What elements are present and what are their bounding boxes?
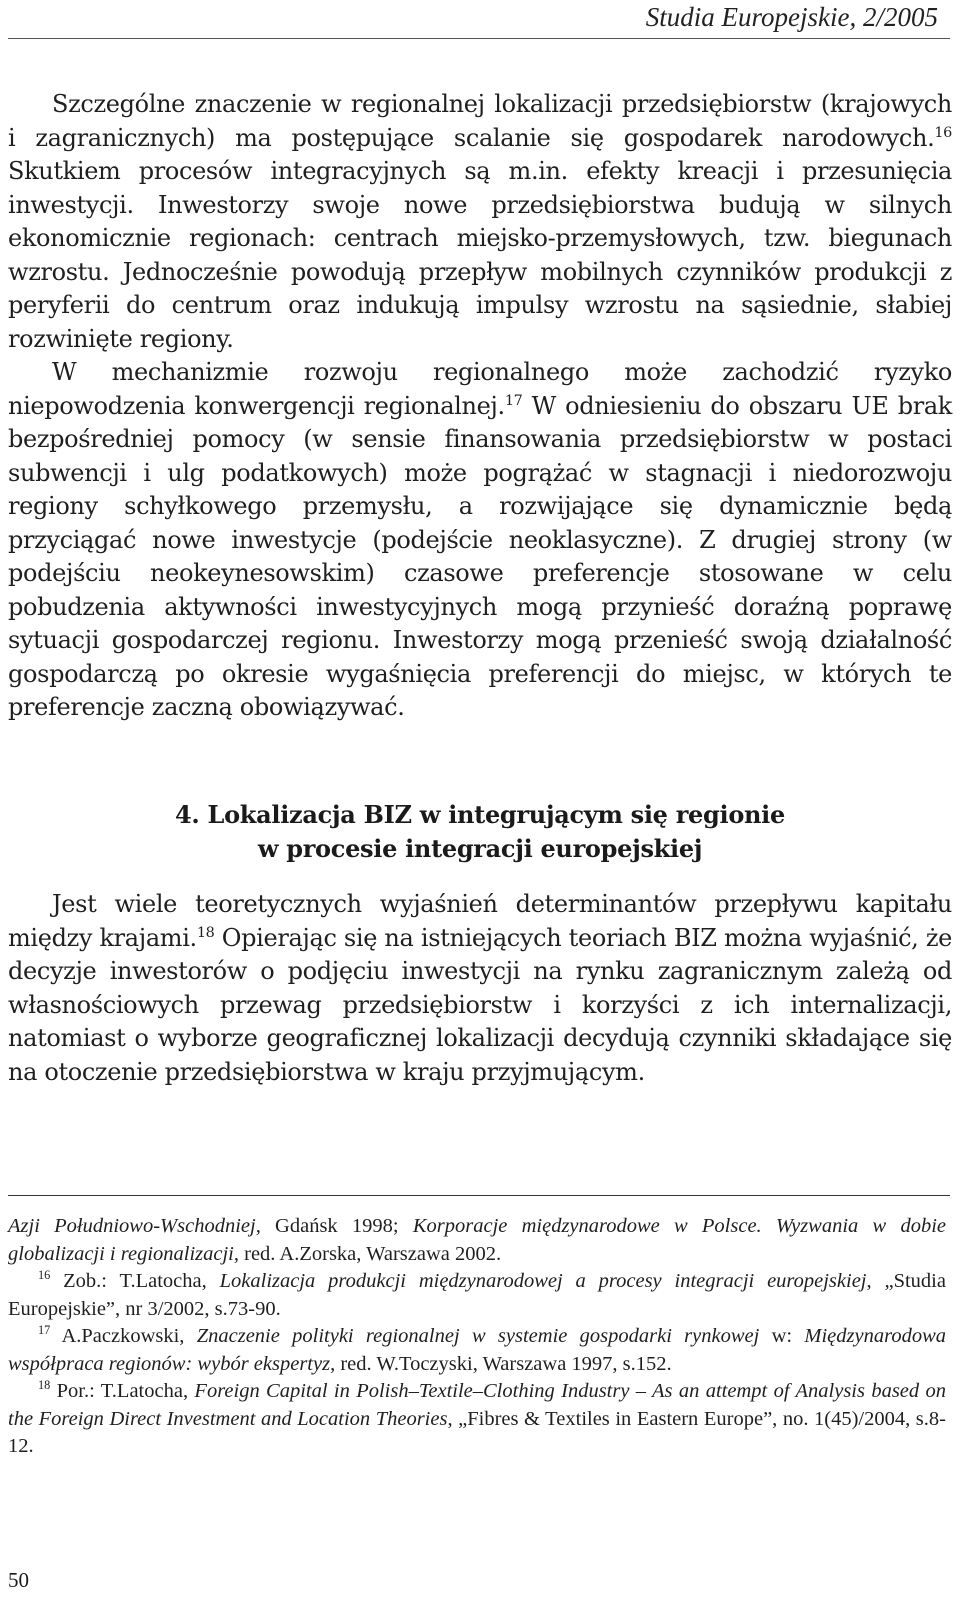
section-heading-line: 4. Lokalizacja BIZ w integrującym się regionie [175, 800, 785, 829]
footnote-divider [8, 1195, 950, 1196]
citation-text: Por.: T.Latocha, [50, 1380, 195, 1402]
paragraph-text: W odniesieniu do obszaru UE brak bezpośredniej pomocy (w sensie finansowania przedsiębiorstw w postaci subwencji i ulg podatkowych) może pogrążać w stagnacji i niedorozwoju regiony schyłkowego przemysłu, a rozwijające się dynamicznie będą przyciągać nowe inwestycje (podejście neoklasyczne). Z drugiej strony (w podejściu neokeynesowskim) czasowe preferencje stosowane w celu pobudzenia aktywności inwestycyjnych mogą przynieść doraźną poprawę sytuacji gospodarczej regionu. Inwestorzy mogą przenieść swoją działalność gospodarczą po okresie wygaśnięcia preferencji do miejsc, w których te preferencje zaczną obowiązywać. [8, 391, 952, 721]
citation-title: Foreign Capital in Polish–Textile–Clothing Industry – As an attempt of Analysis based on the Foreign Direct Investment and Location Theories [8, 1380, 947, 1430]
citation-title: Znaczenie polityki regionalnej w systemie gospodarki rynkowej [196, 1325, 760, 1347]
citation-text: A.Paczkowski, [50, 1325, 197, 1347]
paragraph [8, 356, 952, 725]
footnote-number: 18 [38, 1378, 51, 1393]
citation-text: , red. W.Toczyski, Warszawa 1997, s.152. [330, 1352, 672, 1375]
footnotes [8, 1213, 946, 1461]
citation-text: , „Studia Europejskie”, nr 3/2002, s.73-90. [8, 1270, 946, 1320]
footnote-continuation [8, 1213, 946, 1268]
paragraph-text: Opierając się na istniejących teoriach BIZ można wyjaśnić, że decyzje inwestorów o podjęciu inwestycji na rynku zagranicznym zależą od własnościowych przewag przedsiębiorstw i korzyści z ich internalizacji, natomiast o wyborze geograficznej lokalizacji decydują czynniki składające się na otoczenie przedsiębiorstwa w kraju przyjmującym. [8, 923, 952, 1086]
running-header: Studia Europejskie, 2/2005 [645, 2, 938, 32]
body-text-section-2 [8, 888, 952, 1089]
paragraph [8, 888, 952, 1089]
citation-text: , Gdańsk 1998; [255, 1215, 413, 1237]
footnote-17 [8, 1323, 946, 1378]
footnote-18 [8, 1378, 946, 1461]
body-text-section-1 [8, 88, 952, 725]
citation-title: Korporacje międzynarodowe w Polsce. Wyzwania w dobie globalizacji i regionalizacji [8, 1215, 946, 1265]
page-number: 50 [8, 1568, 29, 1592]
footnote-ref[interactable]: 18 [196, 924, 215, 941]
paragraph-text: Skutkiem procesów integracyjnych są m.in. efekty kreacji i przesunięcia inwestycji. Inwestorzy swoje nowe przedsiębiorstwa budują w silnych ekonomicznie regionach: centrach miejsko-przemysłowych, tzw. biegunach wzrostu. Jednocześnie powodują przepływ mobilnych czynników produkcji z peryferii do centrum oraz indukują impulsy wzrostu na sąsiednie, słabiej rozwinięte regiony. [8, 157, 952, 353]
footnote-ref[interactable]: 16 [934, 124, 952, 141]
citation-text: Zob.: T.Latocha, [50, 1270, 220, 1292]
citation-text: , „Fibres & Textiles in Eastern Europe”, no. 1(45)/2004, s.8-12. [8, 1407, 946, 1457]
header-divider [8, 38, 950, 39]
footnote-16 [8, 1268, 946, 1323]
citation-text: w: [759, 1325, 805, 1347]
citation-text: , red. A.Zorska, Warszawa 2002. [233, 1242, 502, 1265]
section-heading-line: w procesie integracji europejskiej [257, 834, 703, 863]
citation-title: Azji Południowo-Wschodniej [8, 1215, 256, 1237]
paragraph-text: W mechanizmie rozwoju regionalnego może zachodzić ryzyko niepowodzenia konwergencji regionalnej. [8, 358, 952, 420]
citation-title: Międzynarodowa współpraca regionów: wybór ekspertyz [8, 1325, 946, 1375]
footnote-ref[interactable]: 17 [504, 392, 523, 409]
paragraph-text: Jest wiele teoretycznych wyjaśnień determinantów przepływu kapitału między krajami. [8, 890, 952, 952]
section-heading [0, 798, 960, 866]
footnote-number: 16 [38, 1268, 51, 1283]
paragraph [8, 88, 952, 356]
citation-title: Lokalizacja produkcji międzynarodowej a procesy integracji europejskiej [219, 1270, 867, 1292]
paragraph-text: Szczególne znaczenie w regionalnej lokalizacji przedsiębiorstw (krajowych i zagranicznych) ma postępujące scalanie się gospodarek narodowych. [8, 90, 952, 152]
footnote-number: 17 [38, 1323, 51, 1338]
